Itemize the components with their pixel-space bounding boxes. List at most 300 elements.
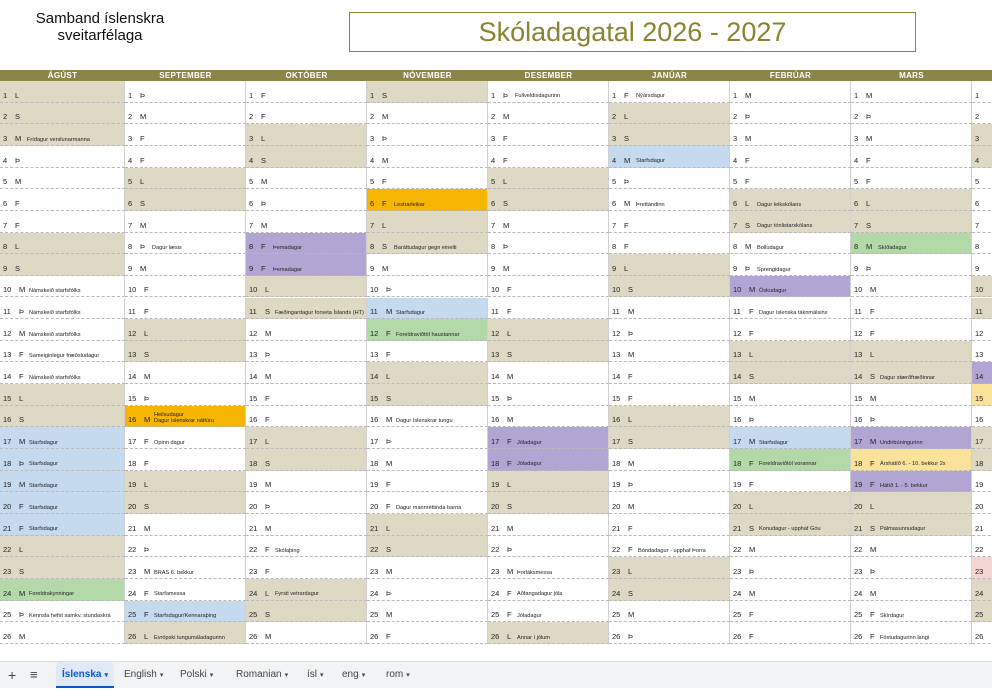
chevron-down-icon[interactable]: ▾ (104, 672, 108, 679)
day-number: 10 (3, 285, 12, 295)
day-cell[interactable] (0, 471, 125, 493)
day-cell[interactable] (972, 103, 992, 125)
day-cell[interactable] (851, 557, 972, 579)
weekday-letter: S (386, 545, 392, 555)
day-cell[interactable] (730, 276, 851, 298)
weekday-letter: F (19, 501, 24, 511)
day-cell[interactable] (125, 211, 246, 233)
day-cell[interactable] (972, 319, 992, 341)
day-cell[interactable] (367, 427, 488, 449)
day-cell[interactable] (0, 579, 125, 601)
weekday-letter: M (866, 242, 873, 252)
day-number: 9 (733, 263, 738, 273)
weekday-letter: Þ (870, 415, 876, 425)
day-cell[interactable] (367, 341, 488, 363)
day-cell[interactable] (367, 124, 488, 146)
day-cell[interactable] (367, 492, 488, 514)
sheet-tab[interactable] (342, 662, 365, 688)
weekday-letter: F (507, 437, 512, 447)
day-cell[interactable] (730, 449, 851, 471)
day-cell[interactable] (367, 298, 488, 320)
day-cell[interactable] (125, 168, 246, 190)
day-cell[interactable] (488, 514, 609, 536)
day-cell[interactable] (730, 298, 851, 320)
sheet-tab[interactable] (236, 662, 288, 688)
weekday-letter: M (749, 588, 756, 598)
day-number: 15 (370, 393, 379, 403)
day-cell[interactable] (125, 341, 246, 363)
day-number: 17 (370, 437, 379, 447)
day-cell[interactable] (972, 146, 992, 168)
day-cell[interactable] (488, 449, 609, 471)
day-number: 17 (128, 437, 137, 447)
day-cell[interactable] (851, 427, 972, 449)
sheet-tab-label: Romanian (236, 669, 282, 680)
day-cell[interactable] (972, 601, 992, 623)
event-label: Baráttudagur gegn einelti (394, 244, 457, 251)
day-cell[interactable] (609, 406, 730, 428)
day-cell[interactable] (609, 449, 730, 471)
day-cell[interactable] (246, 471, 367, 493)
day-number: 6 (975, 198, 980, 208)
day-cell[interactable] (367, 233, 488, 255)
weekday-letter: L (265, 437, 270, 447)
day-number: 21 (854, 523, 863, 533)
day-cell[interactable] (488, 601, 609, 623)
day-cell[interactable] (488, 254, 609, 276)
day-cell[interactable] (367, 276, 488, 298)
day-cell[interactable] (730, 579, 851, 601)
day-cell[interactable] (488, 233, 609, 255)
day-cell[interactable] (0, 427, 125, 449)
day-cell[interactable] (730, 146, 851, 168)
day-cell[interactable] (246, 406, 367, 428)
day-cell[interactable] (0, 233, 125, 255)
day-cell[interactable] (851, 189, 972, 211)
day-cell[interactable] (730, 536, 851, 558)
day-cell[interactable] (609, 622, 730, 644)
day-cell[interactable] (609, 298, 730, 320)
day-number: 23 (733, 566, 742, 576)
day-cell[interactable] (125, 81, 246, 103)
weekday-letter: F (624, 90, 629, 100)
day-cell[interactable] (125, 427, 246, 449)
day-cell[interactable] (0, 298, 125, 320)
day-number: 11 (249, 307, 257, 317)
day-cell[interactable] (125, 406, 246, 428)
day-cell[interactable] (730, 189, 851, 211)
day-cell[interactable] (125, 189, 246, 211)
day-cell[interactable] (125, 557, 246, 579)
day-cell[interactable] (0, 492, 125, 514)
day-cell[interactable] (488, 427, 609, 449)
day-cell[interactable] (730, 514, 851, 536)
day-cell[interactable] (972, 254, 992, 276)
day-cell[interactable] (488, 557, 609, 579)
day-cell[interactable] (246, 298, 367, 320)
day-cell[interactable] (972, 211, 992, 233)
day-cell[interactable] (125, 492, 246, 514)
day-cell[interactable] (972, 124, 992, 146)
day-cell[interactable] (972, 168, 992, 190)
chevron-down-icon[interactable]: ▾ (159, 672, 164, 679)
day-cell[interactable] (972, 514, 992, 536)
day-cell[interactable] (488, 211, 609, 233)
day-cell[interactable] (972, 427, 992, 449)
day-cell[interactable] (609, 124, 730, 146)
day-cell[interactable] (609, 471, 730, 493)
event-label: Þemadagar (273, 244, 302, 251)
day-cell[interactable] (246, 254, 367, 276)
day-cell[interactable] (609, 341, 730, 363)
day-cell[interactable] (972, 276, 992, 298)
day-cell[interactable] (246, 341, 367, 363)
day-cell[interactable] (246, 362, 367, 384)
day-cell[interactable] (851, 601, 972, 623)
day-cell[interactable] (972, 406, 992, 428)
day-cell[interactable] (0, 341, 125, 363)
day-number: 26 (249, 631, 258, 641)
day-cell[interactable] (0, 211, 125, 233)
day-cell[interactable] (246, 449, 367, 471)
day-cell[interactable] (0, 124, 125, 146)
day-cell[interactable] (972, 492, 992, 514)
day-cell[interactable] (488, 81, 609, 103)
day-cell[interactable] (246, 233, 367, 255)
day-cell[interactable] (972, 81, 992, 103)
day-cell[interactable] (488, 406, 609, 428)
day-cell[interactable] (367, 146, 488, 168)
day-cell[interactable] (125, 514, 246, 536)
day-cell[interactable] (246, 514, 367, 536)
day-number: 17 (975, 437, 984, 447)
day-cell[interactable] (367, 103, 488, 125)
day-cell[interactable] (125, 601, 246, 623)
day-cell[interactable] (0, 146, 125, 168)
day-cell[interactable] (0, 276, 125, 298)
day-cell[interactable] (0, 81, 125, 103)
day-cell[interactable] (488, 298, 609, 320)
day-cell[interactable] (730, 384, 851, 406)
day-cell[interactable] (851, 341, 972, 363)
day-cell[interactable] (246, 276, 367, 298)
day-cell[interactable] (488, 124, 609, 146)
day-number: 23 (249, 566, 258, 576)
day-cell[interactable] (609, 81, 730, 103)
day-cell[interactable] (609, 557, 730, 579)
day-cell[interactable] (367, 514, 488, 536)
day-cell[interactable] (851, 536, 972, 558)
day-cell[interactable] (488, 536, 609, 558)
day-cell[interactable] (488, 492, 609, 514)
day-cell[interactable] (125, 536, 246, 558)
day-cell[interactable] (488, 189, 609, 211)
day-cell[interactable] (246, 579, 367, 601)
day-cell[interactable] (730, 406, 851, 428)
weekday-letter: F (144, 437, 149, 447)
day-cell[interactable] (972, 471, 992, 493)
day-cell[interactable] (367, 622, 488, 644)
day-cell[interactable] (851, 168, 972, 190)
day-cell[interactable] (246, 601, 367, 623)
weekday-letter: F (870, 480, 875, 490)
day-cell[interactable] (851, 362, 972, 384)
day-cell[interactable] (0, 189, 125, 211)
sheet-tab[interactable] (56, 662, 114, 688)
day-cell[interactable] (972, 384, 992, 406)
day-cell[interactable] (0, 536, 125, 558)
day-cell[interactable] (972, 233, 992, 255)
day-cell[interactable] (609, 319, 730, 341)
day-cell[interactable] (125, 254, 246, 276)
day-cell[interactable] (0, 384, 125, 406)
day-cell[interactable] (246, 557, 367, 579)
day-cell[interactable] (972, 579, 992, 601)
day-cell[interactable] (246, 189, 367, 211)
day-cell[interactable] (730, 492, 851, 514)
day-cell[interactable] (609, 211, 730, 233)
day-cell[interactable] (851, 579, 972, 601)
day-cell[interactable] (488, 103, 609, 125)
day-cell[interactable] (125, 298, 246, 320)
day-cell[interactable] (609, 254, 730, 276)
day-cell[interactable] (609, 233, 730, 255)
day-cell[interactable] (972, 449, 992, 471)
day-cell[interactable] (0, 514, 125, 536)
day-cell[interactable] (851, 449, 972, 471)
day-cell[interactable] (367, 601, 488, 623)
day-cell[interactable] (851, 298, 972, 320)
day-cell[interactable] (730, 341, 851, 363)
day-cell[interactable] (0, 622, 125, 644)
day-number: 5 (3, 177, 8, 187)
sheet-tab[interactable] (180, 662, 213, 688)
chevron-down-icon[interactable]: ▾ (406, 672, 410, 679)
day-cell[interactable] (609, 579, 730, 601)
day-cell[interactable] (125, 233, 246, 255)
day-cell[interactable] (488, 622, 609, 644)
day-cell[interactable] (609, 103, 730, 125)
day-cell[interactable] (730, 81, 851, 103)
day-cell[interactable] (367, 211, 488, 233)
day-cell[interactable] (367, 449, 488, 471)
day-cell[interactable] (367, 81, 488, 103)
day-cell[interactable] (246, 168, 367, 190)
sheet-tab[interactable] (124, 662, 163, 688)
day-cell[interactable] (246, 384, 367, 406)
day-number: 10 (733, 285, 742, 295)
day-cell[interactable] (730, 427, 851, 449)
day-cell[interactable] (851, 319, 972, 341)
day-cell[interactable] (488, 579, 609, 601)
day-cell[interactable] (488, 384, 609, 406)
day-cell[interactable] (246, 81, 367, 103)
day-cell[interactable] (851, 124, 972, 146)
day-number: 9 (975, 263, 980, 273)
day-cell[interactable] (125, 471, 246, 493)
day-number: 24 (491, 588, 500, 598)
day-cell[interactable] (851, 81, 972, 103)
day-cell[interactable] (730, 471, 851, 493)
day-cell[interactable] (609, 146, 730, 168)
day-cell[interactable] (488, 362, 609, 384)
all-sheets-menu-icon[interactable]: ≡ (30, 667, 38, 682)
event-label: Starfsdagur (29, 483, 58, 490)
day-cell[interactable] (488, 146, 609, 168)
day-number: 12 (249, 328, 258, 338)
day-cell[interactable] (609, 492, 730, 514)
day-cell[interactable] (730, 124, 851, 146)
weekday-letter: M (140, 112, 147, 122)
day-cell[interactable] (851, 233, 972, 255)
day-cell[interactable] (0, 362, 125, 384)
day-cell[interactable] (367, 168, 488, 190)
day-cell[interactable] (851, 103, 972, 125)
day-number: 22 (370, 545, 379, 555)
event-label: Nýársdagur (636, 93, 665, 100)
day-cell[interactable] (609, 427, 730, 449)
day-cell[interactable] (125, 449, 246, 471)
day-cell[interactable] (367, 189, 488, 211)
day-cell[interactable] (367, 557, 488, 579)
chevron-down-icon[interactable]: ▾ (284, 672, 289, 679)
day-cell[interactable] (367, 536, 488, 558)
add-sheet-icon[interactable]: + (8, 667, 17, 683)
day-cell[interactable] (730, 211, 851, 233)
day-cell[interactable] (730, 103, 851, 125)
day-cell[interactable] (367, 384, 488, 406)
day-cell[interactable] (0, 601, 125, 623)
day-cell[interactable] (972, 362, 992, 384)
day-cell[interactable] (246, 427, 367, 449)
day-cell[interactable] (609, 514, 730, 536)
day-cell[interactable] (246, 124, 367, 146)
chevron-down-icon[interactable]: ▾ (320, 672, 324, 679)
day-number: 3 (249, 133, 254, 143)
weekday-letter: S (144, 501, 150, 511)
day-cell[interactable] (246, 103, 367, 125)
day-cell[interactable] (730, 168, 851, 190)
day-cell[interactable] (125, 146, 246, 168)
sheet-tab[interactable] (386, 662, 410, 688)
weekday-letter: S (265, 458, 271, 468)
day-cell[interactable] (0, 254, 125, 276)
day-cell[interactable] (609, 536, 730, 558)
day-cell[interactable] (730, 622, 851, 644)
day-cell[interactable] (851, 471, 972, 493)
chevron-down-icon[interactable]: ▾ (209, 672, 214, 679)
day-cell[interactable] (609, 168, 730, 190)
day-cell[interactable] (0, 406, 125, 428)
day-cell[interactable] (0, 449, 125, 471)
day-cell[interactable] (488, 319, 609, 341)
day-cell[interactable] (851, 211, 972, 233)
day-number: 3 (491, 133, 496, 143)
weekday-letter: M (19, 328, 26, 338)
day-cell[interactable] (851, 514, 972, 536)
day-cell[interactable] (488, 276, 609, 298)
day-cell[interactable] (972, 189, 992, 211)
day-cell[interactable] (730, 319, 851, 341)
day-cell[interactable] (851, 622, 972, 644)
day-cell[interactable] (367, 362, 488, 384)
day-cell[interactable] (730, 233, 851, 255)
day-cell[interactable] (730, 601, 851, 623)
day-cell[interactable] (851, 254, 972, 276)
event-label: Undirbúningurinn (880, 439, 923, 446)
day-cell[interactable] (246, 319, 367, 341)
day-cell[interactable] (125, 384, 246, 406)
day-cell[interactable] (367, 406, 488, 428)
day-cell[interactable] (972, 557, 992, 579)
day-cell[interactable] (246, 536, 367, 558)
month-header: NÓVEMBER (367, 70, 488, 81)
day-cell[interactable] (0, 168, 125, 190)
day-cell[interactable] (246, 211, 367, 233)
day-cell[interactable] (367, 254, 488, 276)
day-cell[interactable] (609, 601, 730, 623)
day-number: 15 (975, 393, 984, 403)
day-number: 2 (854, 112, 859, 122)
day-cell[interactable] (246, 146, 367, 168)
day-cell[interactable] (125, 103, 246, 125)
day-cell[interactable] (488, 471, 609, 493)
day-cell[interactable] (730, 557, 851, 579)
day-cell[interactable] (0, 319, 125, 341)
day-number: 3 (370, 133, 375, 143)
day-number: 4 (975, 155, 980, 165)
day-cell[interactable] (972, 536, 992, 558)
day-cell[interactable] (972, 622, 992, 644)
day-cell[interactable] (125, 362, 246, 384)
day-cell[interactable] (851, 406, 972, 428)
day-cell[interactable] (609, 362, 730, 384)
day-cell[interactable] (972, 341, 992, 363)
chevron-down-icon[interactable]: ▾ (361, 672, 366, 679)
day-cell[interactable] (246, 492, 367, 514)
day-cell[interactable] (246, 622, 367, 644)
day-cell[interactable] (851, 146, 972, 168)
day-cell[interactable] (125, 579, 246, 601)
day-cell[interactable] (730, 254, 851, 276)
day-cell[interactable] (125, 319, 246, 341)
day-cell[interactable] (0, 103, 125, 125)
weekday-letter: L (870, 350, 875, 360)
day-cell[interactable] (851, 276, 972, 298)
day-cell[interactable] (125, 276, 246, 298)
day-cell[interactable] (367, 579, 488, 601)
day-cell[interactable] (488, 341, 609, 363)
day-cell[interactable] (367, 319, 488, 341)
day-cell[interactable] (730, 362, 851, 384)
day-cell[interactable] (609, 384, 730, 406)
day-cell[interactable] (125, 622, 246, 644)
day-number: 19 (128, 480, 137, 490)
event-label: Jóladagur (517, 613, 542, 620)
day-cell[interactable] (972, 298, 992, 320)
sheet-tab[interactable] (307, 662, 324, 688)
day-cell[interactable] (851, 384, 972, 406)
event-label: Jóladagur (517, 461, 542, 468)
day-number: 10 (249, 285, 258, 295)
day-cell[interactable] (125, 124, 246, 146)
day-cell[interactable] (0, 557, 125, 579)
day-cell[interactable] (367, 471, 488, 493)
day-cell[interactable] (488, 168, 609, 190)
day-cell[interactable] (609, 276, 730, 298)
day-cell[interactable] (609, 189, 730, 211)
day-cell[interactable] (851, 492, 972, 514)
